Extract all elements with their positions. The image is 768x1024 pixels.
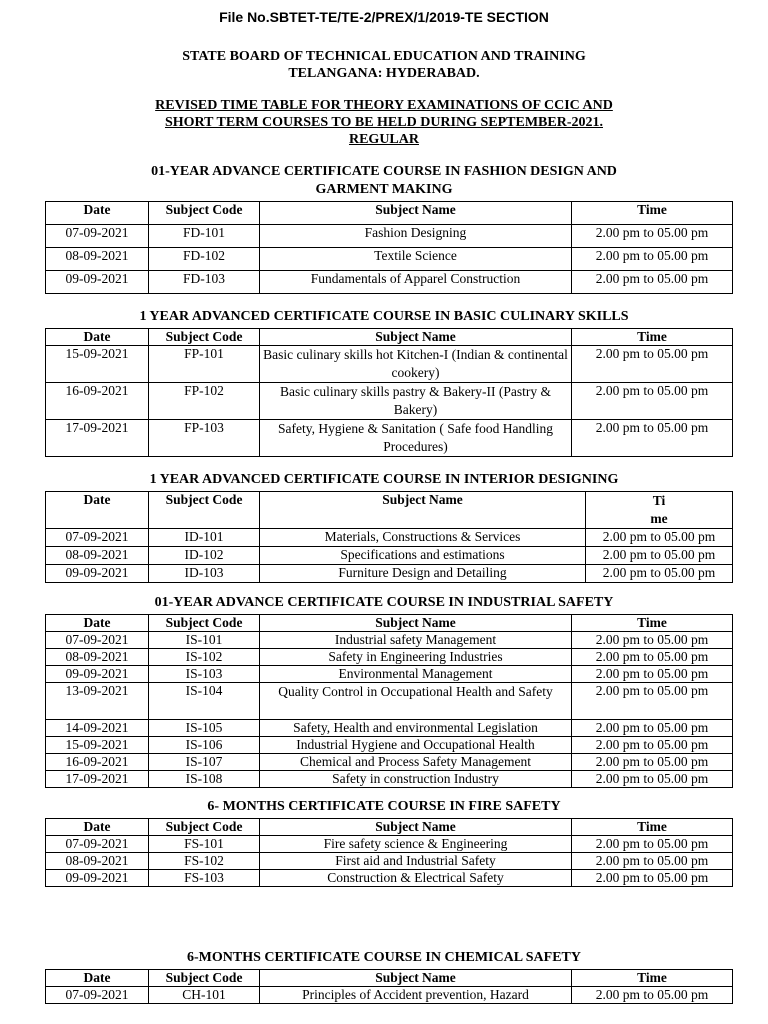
table-row: [46, 720, 733, 737]
header-subject-name: Subject Name: [260, 492, 586, 529]
cell-time: 2.00 pm to 05.00 pm: [572, 225, 733, 248]
file-number: File No.SBTET-TE/TE-2/PREX/1/2019-TE SECTION: [219, 9, 549, 25]
cell-subject-name: Quality Control in Occupational Health and Safety: [260, 683, 572, 720]
cell-subject-code: IS-103: [149, 666, 260, 683]
timetable-industrial-safety: [45, 614, 733, 788]
cell-time: 2.00 pm to 05.00 pm: [572, 248, 733, 271]
table-row: [46, 987, 733, 1004]
header-date: Date: [46, 615, 149, 632]
cell-subject-name: Safety in construction Industry: [260, 771, 572, 788]
table-row: [46, 836, 733, 853]
cell-subject-code: FS-101: [149, 836, 260, 853]
cell-subject-name: Construction & Electrical Safety: [260, 870, 572, 887]
table-header-row: [46, 329, 733, 346]
table-header-row: [46, 819, 733, 836]
cell-time: 2.00 pm to 05.00 pm: [572, 836, 733, 853]
course-title-culinary: 1 YEAR ADVANCED CERTIFICATE COURSE IN BASIC CULINARY SKILLS: [139, 309, 629, 324]
cell-date: 15-09-2021: [46, 346, 149, 383]
cell-subject-name: Furniture Design and Detailing: [260, 565, 586, 583]
table-row: [46, 383, 733, 420]
course-title-industrial-safety: 01-YEAR ADVANCE CERTIFICATE COURSE IN INDUSTRIAL SAFETY: [154, 595, 614, 610]
cell-time: 2.00 pm to 05.00 pm: [586, 547, 733, 565]
cell-date: 16-09-2021: [46, 383, 149, 420]
cell-date: 07-09-2021: [46, 632, 149, 649]
cell-time: 2.00 pm to 05.00 pm: [572, 649, 733, 666]
cell-date: 08-09-2021: [46, 853, 149, 870]
header-subject-code: Subject Code: [149, 615, 260, 632]
cell-time: 2.00 pm to 05.00 pm: [586, 529, 733, 547]
cell-date: 07-09-2021: [46, 987, 149, 1004]
course-title-fashion-line1: 01-YEAR ADVANCE CERTIFICATE COURSE IN FASHION DESIGN AND: [151, 164, 617, 179]
table-row: [46, 420, 733, 457]
cell-time: 2.00 pm to 05.00 pm: [572, 683, 733, 720]
cell-date: 08-09-2021: [46, 248, 149, 271]
cell-subject-name: Materials, Constructions & Services: [260, 529, 586, 547]
cell-date: 07-09-2021: [46, 836, 149, 853]
cell-date: 08-09-2021: [46, 649, 149, 666]
course-title-chemical-safety: 6-MONTHS CERTIFICATE COURSE IN CHEMICAL SAFETY: [186, 950, 582, 965]
cell-subject-code: FD-101: [149, 225, 260, 248]
cell-date: 07-09-2021: [46, 225, 149, 248]
table-row: [46, 565, 733, 583]
header-date: Date: [46, 202, 149, 225]
notice-title-line1: REVISED TIME TABLE FOR THEORY EXAMINATIONS OF CCIC AND: [155, 98, 613, 113]
table-row: [46, 248, 733, 271]
header-subject-code: Subject Code: [149, 970, 260, 987]
cell-time: 2.00 pm to 05.00 pm: [586, 565, 733, 583]
cell-subject-name: Basic culinary skills hot Kitchen-I (Indian & continental cookery): [260, 346, 572, 383]
cell-subject-name: Environmental Management: [260, 666, 572, 683]
cell-date: 16-09-2021: [46, 754, 149, 771]
header-date: Date: [46, 329, 149, 346]
cell-subject-code: IS-104: [149, 683, 260, 720]
cell-subject-code: CH-101: [149, 987, 260, 1004]
cell-date: 13-09-2021: [46, 683, 149, 720]
header-subject-code: Subject Code: [149, 329, 260, 346]
cell-subject-name: Principles of Accident prevention, Hazard: [260, 987, 572, 1004]
timetable-culinary-skills: [45, 328, 733, 457]
cell-subject-name: Industrial Hygiene and Occupational Health: [260, 737, 572, 754]
cell-subject-code: FP-102: [149, 383, 260, 420]
cell-time: 2.00 pm to 05.00 pm: [572, 737, 733, 754]
cell-time: 2.00 pm to 05.00 pm: [572, 346, 733, 383]
cell-subject-code: FS-103: [149, 870, 260, 887]
header-date: Date: [46, 819, 149, 836]
cell-subject-name: Chemical and Process Safety Management: [260, 754, 572, 771]
cell-subject-code: IS-102: [149, 649, 260, 666]
cell-subject-name: Fire safety science & Engineering: [260, 836, 572, 853]
cell-subject-code: FD-102: [149, 248, 260, 271]
table-row: [46, 529, 733, 547]
board-name-line1: STATE BOARD OF TECHNICAL EDUCATION AND TRAINING: [182, 49, 586, 64]
cell-date: 17-09-2021: [46, 420, 149, 457]
cell-date: 17-09-2021: [46, 771, 149, 788]
cell-time: 2.00 pm to 05.00 pm: [572, 420, 733, 457]
header-date: Date: [46, 492, 149, 529]
cell-subject-code: FS-102: [149, 853, 260, 870]
cell-time: 2.00 pm to 05.00 pm: [572, 987, 733, 1004]
course-title-interior: 1 YEAR ADVANCED CERTIFICATE COURSE IN INTERIOR DESIGNING: [149, 472, 619, 487]
table-row: [46, 683, 733, 720]
cell-subject-code: IS-101: [149, 632, 260, 649]
cell-subject-name: Textile Science: [260, 248, 572, 271]
table-header-row: [46, 492, 733, 529]
cell-time: 2.00 pm to 05.00 pm: [572, 666, 733, 683]
notice-title-line2: SHORT TERM COURSES TO BE HELD DURING SEPTEMBER-2021.: [164, 115, 603, 130]
cell-date: 09-09-2021: [46, 870, 149, 887]
table-row: [46, 754, 733, 771]
header-time: Time: [572, 202, 733, 225]
table-row: [46, 632, 733, 649]
cell-time: 2.00 pm to 05.00 pm: [572, 853, 733, 870]
timetable-fashion-design: [45, 201, 733, 294]
cell-time: 2.00 pm to 05.00 pm: [572, 754, 733, 771]
header-subject-code: Subject Code: [149, 492, 260, 529]
cell-subject-code: ID-103: [149, 565, 260, 583]
cell-subject-code: IS-105: [149, 720, 260, 737]
header-time-part1: Ti: [652, 493, 666, 508]
cell-subject-code: FP-103: [149, 420, 260, 457]
cell-date: 15-09-2021: [46, 737, 149, 754]
cell-date: 09-09-2021: [46, 565, 149, 583]
table-row: [46, 870, 733, 887]
cell-date: 07-09-2021: [46, 529, 149, 547]
timetable-fire-safety: [45, 818, 733, 887]
table-row: [46, 225, 733, 248]
cell-subject-code: FP-101: [149, 346, 260, 383]
cell-subject-name: Safety in Engineering Industries: [260, 649, 572, 666]
cell-subject-name: Basic culinary skills pastry & Bakery-II (Pastry & Bakery): [260, 383, 572, 420]
header-time: Time: [572, 615, 733, 632]
table-row: [46, 271, 733, 294]
cell-subject-name: Safety, Health and environmental Legislation: [260, 720, 572, 737]
cell-date: 09-09-2021: [46, 271, 149, 294]
header-time: Time: [572, 970, 733, 987]
cell-time: 2.00 pm to 05.00 pm: [572, 271, 733, 294]
cell-subject-code: ID-101: [149, 529, 260, 547]
table-row: [46, 666, 733, 683]
course-title-fire-safety: 6- MONTHS CERTIFICATE COURSE IN FIRE SAFETY: [207, 799, 561, 814]
table-row: [46, 346, 733, 383]
cell-subject-name: Industrial safety Management: [260, 632, 572, 649]
timetable-chemical-safety: [45, 969, 733, 1004]
cell-time: 2.00 pm to 05.00 pm: [572, 771, 733, 788]
header-subject-name: Subject Name: [260, 970, 572, 987]
cell-date: 08-09-2021: [46, 547, 149, 565]
timetable-interior-designing: [45, 491, 733, 583]
cell-time: 2.00 pm to 05.00 pm: [572, 383, 733, 420]
cell-subject-code: IS-108: [149, 771, 260, 788]
cell-subject-code: ID-102: [149, 547, 260, 565]
header-time: Time: [572, 329, 733, 346]
cell-date: 09-09-2021: [46, 666, 149, 683]
cell-time: 2.00 pm to 05.00 pm: [572, 870, 733, 887]
cell-subject-code: IS-106: [149, 737, 260, 754]
cell-time: 2.00 pm to 05.00 pm: [572, 632, 733, 649]
header-date: Date: [46, 970, 149, 987]
cell-subject-name: First aid and Industrial Safety: [260, 853, 572, 870]
header-subject-code: Subject Code: [149, 819, 260, 836]
cell-subject-name: Specifications and estimations: [260, 547, 586, 565]
cell-subject-name: Fashion Designing: [260, 225, 572, 248]
header-time-part2: me: [650, 511, 668, 526]
table-header-row: [46, 615, 733, 632]
table-row: [46, 771, 733, 788]
table-row: [46, 547, 733, 565]
table-header-row: [46, 202, 733, 225]
notice-title-line3: REGULAR: [348, 132, 419, 147]
header-subject-name: Subject Name: [260, 329, 572, 346]
header-subject-name: Subject Name: [260, 615, 572, 632]
cell-subject-code: IS-107: [149, 754, 260, 771]
header-time: [586, 492, 733, 529]
header-subject-name: Subject Name: [260, 819, 572, 836]
cell-subject-code: FD-103: [149, 271, 260, 294]
board-name-line2: TELANGANA: HYDERABAD.: [288, 66, 480, 81]
cell-subject-name: Fundamentals of Apparel Construction: [260, 271, 572, 294]
header-subject-code: Subject Code: [149, 202, 260, 225]
table-row: [46, 737, 733, 754]
table-row: [46, 853, 733, 870]
cell-date: 14-09-2021: [46, 720, 149, 737]
header-time: Time: [572, 819, 733, 836]
header-subject-name: Subject Name: [260, 202, 572, 225]
table-header-row: [46, 970, 733, 987]
course-title-fashion-line2: GARMENT MAKING: [315, 182, 453, 197]
table-row: [46, 649, 733, 666]
cell-time: 2.00 pm to 05.00 pm: [572, 720, 733, 737]
cell-subject-name: Safety, Hygiene & Sanitation ( Safe food Handling Procedures): [260, 420, 572, 457]
